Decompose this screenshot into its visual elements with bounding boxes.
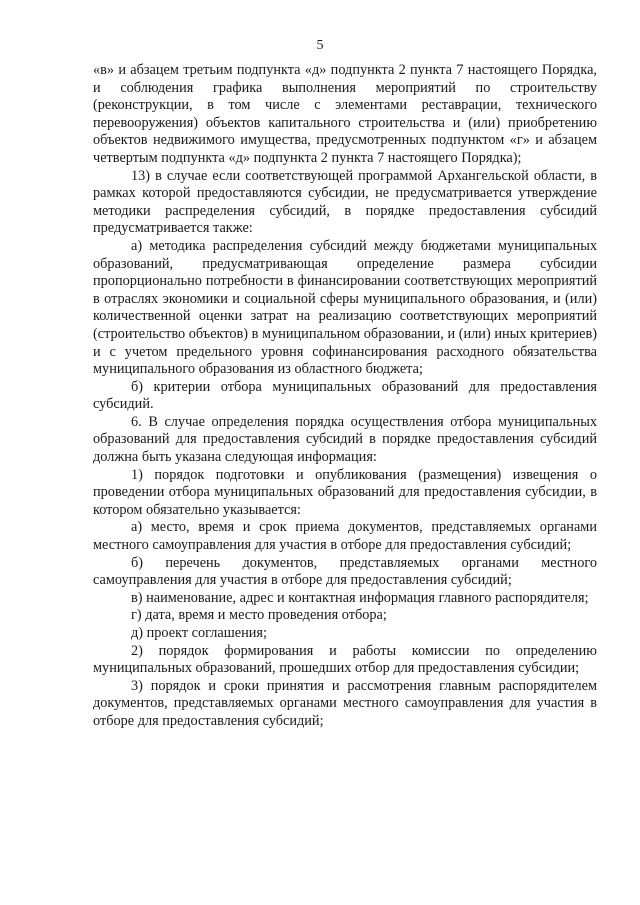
paragraph-item-d-agreement: д) проект соглашения; (131, 625, 267, 641)
paragraph-section-6: 6. В случае определения порядка осуществления отбора муниципальных образований для предоставления субсидий в порядке предоставления субсидий должна быть указана следующая информация: (93, 413, 597, 466)
paragraph-continuation: «в» и абзацем третьим подпункта «д» подпункта 2 пункта 7 настоящего Порядка, и соблюдения графика выполнения мероприятий по строительству (реконструкции, в том числе с элементами реставрации, технического перевооружения) объектов капитального строительства и (или) приобретению объектов недвижимого имущества, предусмотренных подпунктом «г» и абзацем четвертым подпункта «д» подпункта 2 пункта 7 настоящего Порядка); (93, 62, 597, 166)
paragraph-item-2-commission: 2) порядок формирования и работы комиссии по определению муниципальных образований, прошедших отбор для предоставления субсидии; (93, 642, 597, 677)
paragraph-item-13: 13) в случае если соответствующей программой Архангельской области, в рамках которой предоставляются субсидии, не предусматривается утверждение методики распределения субсидий, в порядке предоставления субсидий предусматривается также: (93, 167, 597, 237)
paragraph-item-b-criteria: б) критерии отбора муниципальных образований для предоставления субсидий. (93, 378, 597, 413)
paragraph-item-3-review: 3) порядок и сроки принятия и рассмотрения главным распорядителем документов, представляемых органами местного самоуправления для участия в отборе для предоставления субсидий; (93, 677, 597, 729)
paragraph-item-a-place-time: а) место, время и срок приема документов, представляемых органами местного самоуправления для участия в отборе для предоставления субсидий; (93, 519, 597, 554)
paragraph-item-b-documents: б) перечень документов, представляемых органами местного самоуправления для участия в отборе для предоставления субсидий; (93, 554, 597, 589)
page-number: 5 (316, 38, 324, 53)
paragraph-item-g-date: г) дата, время и место проведения отбора; (131, 607, 387, 624)
paragraph-item-v-contact: в) наименование, адрес и контактная информация главного распорядителя; (131, 589, 589, 606)
document-body (93, 62, 597, 731)
paragraph-item-1-notice: 1) порядок подготовки и опубликования (размещения) извещения о проведении отбора муниципальных образований для предоставления субсидии, в котором обязательно указывается: (93, 466, 597, 518)
paragraph-item-a-methodology: а) методика распределения субсидий между бюджетами муниципальных образований, предусматривающая определение размера субсидии пропорционально потребности в финансировании соответствующих мероприятий в отраслях экономики и социальной сферы муниципального образования, и (или) количественной оценки затрат на реализацию соответствующих мероприятий (строительство объектов) в муниципальном образовании, и (или) иных критериев) и с учетом предельного уровня софинансирования расходного обязательства муниципального образования из областного бюджета; (93, 237, 597, 378)
